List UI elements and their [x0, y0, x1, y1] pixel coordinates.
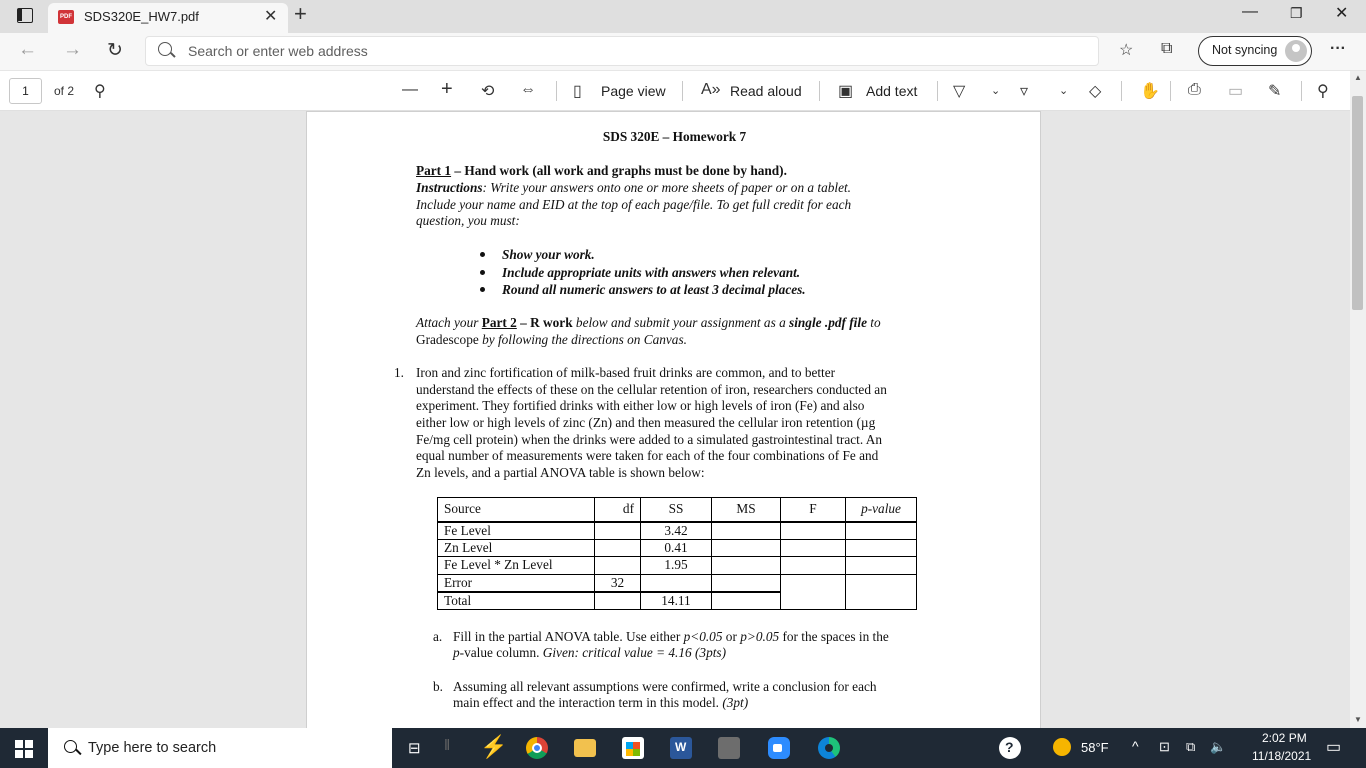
refresh-icon[interactable]: ↻ — [107, 40, 123, 61]
question-text-line: Iron and zinc fortification of milk-based fruit drinks are common, and to better — [416, 365, 836, 380]
table-cell: 32 — [595, 574, 641, 592]
address-placeholder: Search or enter web address — [188, 43, 368, 59]
chevron-down-icon[interactable]: ⌄ — [991, 85, 1001, 97]
table-cell — [712, 539, 781, 557]
table-cell: Fe Level * Zn Level — [438, 557, 595, 575]
scroll-up-icon[interactable]: ▲ — [1354, 73, 1362, 82]
calculator-icon[interactable] — [718, 737, 740, 759]
table-cell — [712, 592, 781, 610]
toolbar-divider — [819, 81, 820, 101]
taskbar-search-placeholder: Type here to search — [88, 740, 217, 756]
question-text-line: Fe/mg cell protein) when the drinks were added to a simulated gastrointestinal tract. An — [416, 432, 883, 447]
profile-sync-button[interactable] — [1198, 36, 1312, 66]
attach-line-2: Gradescope by following the directions on Canvas. — [416, 332, 687, 347]
bullet-icon — [479, 268, 487, 276]
toolbar-divider — [1301, 81, 1302, 101]
page-number-input[interactable]: 1 — [9, 78, 42, 104]
table-cell: 3.42 — [641, 522, 712, 540]
scroll-down-icon[interactable]: ▼ — [1354, 715, 1362, 724]
table-cell — [595, 522, 641, 540]
collections-icon[interactable]: ⧉ — [1161, 40, 1173, 57]
zoom-in-icon[interactable]: + — [441, 78, 453, 100]
pdf-page — [306, 111, 1041, 728]
help-icon[interactable]: ? — [999, 737, 1021, 759]
toolbar-divider — [937, 81, 938, 101]
search-icon — [64, 740, 77, 753]
table-header-cell: MS — [712, 498, 781, 522]
page-view-button[interactable]: Page view — [601, 83, 666, 99]
attach-line-1: Attach your Part 2 – R work below and submit your assignment as a single .pdf file to — [416, 315, 881, 330]
tab-pdf-document[interactable] — [48, 3, 288, 33]
browser-tab-strip — [0, 0, 1366, 33]
toolbar-divider — [1121, 81, 1122, 101]
table-cell — [781, 522, 846, 540]
question-text-line: experiment. They fortified drinks with either low or high levels of iron (Fe) and also — [416, 398, 865, 413]
zoom-icon[interactable] — [768, 737, 790, 759]
scrollbar-thumb[interactable] — [1352, 96, 1363, 310]
fit-to-width-icon[interactable]: ⇔ — [520, 81, 536, 98]
rotate-icon[interactable]: ⟲ — [481, 83, 495, 100]
save-icon[interactable]: ▭ — [1228, 83, 1244, 100]
close-window-button[interactable]: ✕ — [1335, 5, 1349, 22]
table-row — [438, 574, 917, 592]
chrome-icon[interactable] — [526, 737, 548, 759]
tab-actions-icon[interactable] — [17, 8, 33, 23]
table-cell — [595, 557, 641, 575]
sub-question-label: b. — [433, 679, 443, 694]
notification-icon[interactable]: ▭ — [1326, 739, 1342, 756]
avatar — [1285, 40, 1307, 62]
print-icon[interactable]: ⎙ — [1188, 81, 1201, 98]
toolbar-divider — [556, 81, 557, 101]
sub-question-label: a. — [433, 629, 443, 644]
minimize-button[interactable]: — — [1242, 3, 1258, 20]
table-cell: Error — [438, 574, 595, 592]
toolbar-divider — [682, 81, 683, 101]
bullet-icon — [479, 250, 487, 258]
table-header-cell: Source — [438, 498, 595, 522]
touch-write-icon[interactable]: ✋ — [1140, 83, 1160, 100]
taskbar-divider: ‖ — [444, 737, 451, 754]
chevron-up-icon[interactable]: ^ — [1132, 738, 1139, 754]
table-cell — [641, 574, 712, 592]
bullet-item: Round all numeric answers to at least 3 decimal places. — [502, 282, 806, 297]
toolbar-divider — [1170, 81, 1171, 101]
add-text-button[interactable]: Add text — [866, 83, 918, 99]
task-view-icon[interactable]: ⊟ — [408, 740, 421, 757]
table-cell: 0.41 — [641, 539, 712, 557]
bullet-item: Include appropriate units with answers when relevant. — [502, 265, 801, 280]
file-explorer-icon[interactable] — [574, 739, 596, 757]
table-cell — [595, 592, 641, 610]
table-cell — [712, 557, 781, 575]
table-cell — [712, 574, 781, 592]
table-cell — [595, 539, 641, 557]
instructions-line-3: question, you must: — [416, 213, 520, 228]
table-cell: Zn Level — [438, 539, 595, 557]
search-icon — [158, 42, 172, 56]
forward-icon[interactable]: → — [63, 39, 82, 60]
question-text-line: equal number of measurements were taken for each of the four combinations of Fe and — [416, 448, 879, 463]
question-text-line: either low or high levels of zinc (Zn) and then measured the cellular iron retention (µg — [416, 415, 876, 430]
table-cell: Fe Level — [438, 522, 595, 540]
table-row — [438, 557, 917, 575]
sub-question-b-line-2: main effect and the interaction term in this model. (3pt) — [453, 695, 749, 710]
table-cell: Total — [438, 592, 595, 610]
volume-icon[interactable]: 🔈 — [1210, 739, 1227, 754]
page-count: of 2 — [54, 84, 75, 98]
table-header-cell: SS — [641, 498, 712, 522]
question-text-line: understand the effects of these on the cellular retention of iron, researchers conducted an — [416, 382, 887, 397]
favorites-star-icon[interactable]: ☆ — [1119, 42, 1134, 59]
edge-icon[interactable] — [818, 737, 840, 759]
table-cell: 1.95 — [641, 557, 712, 575]
windows-start-icon[interactable] — [15, 740, 33, 758]
table-cell — [846, 522, 917, 540]
question-text-line: Zn levels, and a partial ANOVA table is shown below: — [416, 465, 705, 480]
display-icon[interactable]: ⧉ — [1186, 739, 1196, 754]
table-row — [438, 522, 917, 540]
table-row — [438, 539, 917, 557]
page-title: SDS 320E – Homework 7 — [602, 129, 747, 144]
address-input[interactable] — [145, 36, 1099, 66]
save-as-icon[interactable]: ✎ — [1268, 83, 1282, 100]
sync-status-label: Not syncing — [1212, 43, 1278, 57]
add-text-icon[interactable]: ▣ — [838, 83, 854, 100]
draw-icon[interactable]: ▽ — [953, 83, 966, 100]
find-icon[interactable]: ⚲ — [94, 83, 106, 100]
question-number: 1. — [394, 365, 404, 380]
pin-toolbar-icon[interactable]: ⚲ — [1317, 83, 1329, 100]
read-aloud-button[interactable]: Read aloud — [730, 83, 802, 99]
clock-date[interactable]: 11/18/2021 — [1252, 749, 1312, 763]
table-cell — [846, 574, 917, 609]
windows-taskbar — [0, 728, 1366, 768]
zoom-out-icon[interactable]: — — [402, 81, 418, 98]
back-icon[interactable]: ← — [18, 39, 37, 60]
clock-time[interactable]: 2:02 PM — [1262, 731, 1307, 745]
table-cell — [846, 557, 917, 575]
weather-temperature[interactable]: 58°F — [1081, 740, 1109, 755]
pdf-toolbar — [0, 71, 1366, 111]
part1-heading: Part 1 – Hand work (all work and graphs must be done by hand). — [416, 163, 787, 178]
taskbar-search-box[interactable] — [48, 728, 392, 768]
table-cell: 14.11 — [641, 592, 712, 610]
table-header-cell: F — [781, 498, 846, 522]
highlight-icon[interactable]: ▿ — [1020, 83, 1029, 100]
store-icon[interactable] — [622, 737, 644, 759]
tab-title: SDS320E_HW7.pdf — [84, 9, 199, 24]
instructions-line-1: Instructions: Write your answers onto one or more sheets of paper or on a tablet. — [416, 180, 852, 195]
table-cell — [846, 539, 917, 557]
page-view-icon[interactable]: ▯ — [573, 83, 582, 100]
sub-question-a-line-1: Fill in the partial ANOVA table. Use either p<0.05 or p>0.05 for the spaces in the — [453, 629, 889, 644]
read-aloud-icon[interactable]: A» — [701, 81, 721, 98]
bullet-item: Show your work. — [502, 247, 595, 262]
chevron-down-icon[interactable]: ⌄ — [1059, 85, 1069, 97]
network-icon[interactable]: ⊡ — [1159, 739, 1170, 754]
instructions-line-2: Include your name and EID at the top of each page/file. To get full credit for each — [416, 197, 852, 212]
table-cell — [781, 574, 846, 609]
table-cell — [781, 539, 846, 557]
weather-sun-icon[interactable] — [1053, 738, 1071, 756]
bullet-icon — [479, 285, 487, 293]
restore-button[interactable]: ❐ — [1290, 5, 1303, 21]
eraser-icon[interactable]: ◇ — [1089, 83, 1102, 100]
pdf-file-icon: PDF — [58, 10, 74, 24]
settings-more-icon[interactable]: ··· — [1330, 40, 1346, 57]
table-cell — [712, 522, 781, 540]
anova-table — [437, 497, 917, 610]
close-tab-icon[interactable]: ✕ — [264, 8, 278, 25]
sub-question-b-line-1: Assuming all relevant assumptions were confirmed, write a conclusion for each — [453, 679, 877, 694]
table-header-cell: p-value — [846, 498, 917, 522]
table-header-row — [438, 498, 917, 522]
table-header-cell: df — [595, 498, 641, 522]
new-tab-button[interactable]: + — [294, 1, 307, 26]
pdf-viewport — [0, 111, 1366, 728]
address-bar-row — [0, 33, 1366, 70]
vscode-icon[interactable]: ⚡ — [480, 734, 508, 759]
sub-question-a-line-2: p-value column. Given: critical value = 4.16 (3pts) — [453, 645, 727, 660]
table-cell — [781, 557, 846, 575]
word-icon[interactable]: W — [670, 737, 692, 759]
